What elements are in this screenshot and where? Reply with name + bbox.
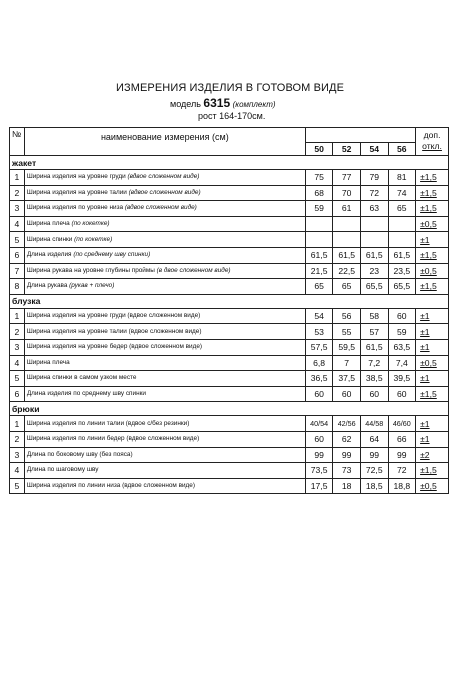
table-row	[10, 263, 449, 279]
tolerance-cell	[416, 339, 449, 355]
size-value: 66	[388, 431, 416, 447]
size-value	[333, 232, 361, 248]
size-value	[360, 216, 388, 232]
tolerance-cell	[416, 447, 449, 463]
row-number: 7	[10, 263, 25, 279]
size-value: 77	[333, 170, 361, 186]
tolerance-cell	[416, 170, 449, 186]
size-value: 73,5	[305, 463, 333, 479]
column-header-tolerance	[416, 128, 449, 156]
column-header-name: наименование измерения (см)	[24, 128, 305, 156]
tolerance-value: ±1,5	[420, 187, 437, 198]
tolerance-value: ±0,5	[420, 265, 437, 276]
size-value: 60	[388, 386, 416, 402]
size-value: 7,4	[388, 355, 416, 371]
size-value	[388, 232, 416, 248]
measurement-name-cell	[24, 201, 305, 217]
size-value: 44/58	[360, 416, 388, 432]
measurement-note: (вдвое сложенном виде)	[128, 188, 201, 196]
measurement-name: Ширина спинки в самом узком месте	[26, 374, 137, 382]
measurement-name-cell	[24, 371, 305, 387]
table-row	[10, 201, 449, 217]
size-value: 37,5	[333, 371, 361, 387]
section-header-row	[10, 402, 449, 416]
section-title: блузка	[10, 294, 449, 308]
measurement-name-cell	[24, 355, 305, 371]
row-number: 5	[10, 232, 25, 248]
measurement-name: Ширина спинки	[26, 235, 73, 243]
row-number: 5	[10, 371, 25, 387]
measurement-name: Длина изделия по среднему шву спинки	[26, 390, 146, 398]
size-value	[388, 216, 416, 232]
table-row	[10, 416, 449, 432]
row-number: 3	[10, 339, 25, 355]
sizes-header-blank	[305, 128, 415, 143]
measurement-name: Ширина изделия по линии талии (вдвое с/без резинки)	[26, 419, 190, 427]
size-value: 81	[388, 170, 416, 186]
document-title: ИЗМЕРЕНИЯ ИЗДЕЛИЯ В ГОТОВОМ ВИДЕ	[115, 82, 345, 94]
table-row	[10, 170, 449, 186]
size-value: 60	[305, 386, 333, 402]
measurement-name: Ширина изделия по линии бедер (вдвое сложенном виде)	[26, 435, 200, 443]
tolerance-value: ±1	[420, 418, 430, 429]
measurement-name: Длина по шаговому шву	[26, 466, 99, 474]
tolerance-cell	[416, 386, 449, 402]
tolerance-value: ±0,5	[420, 357, 437, 368]
table-header-row	[10, 128, 449, 143]
tolerance-cell	[416, 185, 449, 201]
tolerance-value: ±1	[420, 373, 430, 384]
tolerance-value: ±0,5	[420, 480, 437, 491]
tolerance-value: ±1	[420, 326, 430, 337]
measurement-note: (в двое сложенном виде)	[156, 266, 231, 274]
measurement-note: (по среднему шву спинки)	[73, 251, 151, 259]
size-value: 79	[360, 170, 388, 186]
size-value: 61	[333, 201, 361, 217]
model-label: модель	[170, 99, 201, 109]
measurement-note: (вдвое сложенном виде)	[124, 204, 197, 212]
size-value: 60	[360, 386, 388, 402]
measurement-name: Длина рукава	[26, 282, 68, 290]
measurement-name: Ширина изделия на уровне бедер (вдвое сложенном виде)	[26, 343, 203, 351]
measurement-name-cell	[24, 216, 305, 232]
size-value: 65	[333, 279, 361, 295]
section-header-row	[10, 294, 449, 308]
size-value: 99	[388, 447, 416, 463]
tolerance-cell	[416, 324, 449, 340]
column-header-number: №	[10, 128, 25, 156]
tolerance-label-1: доп.	[423, 130, 441, 140]
table-row	[10, 308, 449, 324]
measurement-name: Ширина рукава на уровне глубины проймы	[26, 266, 155, 274]
row-number: 3	[10, 447, 25, 463]
size-value	[305, 216, 333, 232]
tolerance-cell	[416, 263, 449, 279]
measurement-name-cell	[24, 170, 305, 186]
tolerance-cell	[416, 463, 449, 479]
measurement-note: (вдвое сложенном виде)	[127, 173, 200, 181]
size-value: 40/54	[305, 416, 333, 432]
size-value: 63	[360, 201, 388, 217]
tolerance-cell	[416, 416, 449, 432]
size-value: 7,2	[360, 355, 388, 371]
row-number: 2	[10, 431, 25, 447]
size-header: 54	[360, 143, 388, 156]
tolerance-cell	[416, 216, 449, 232]
size-value: 61,5	[360, 247, 388, 263]
table-row	[10, 355, 449, 371]
row-number: 4	[10, 216, 25, 232]
tolerance-cell	[416, 308, 449, 324]
measurement-name: Ширина изделия на уровне груди (вдвое сложенном виде)	[26, 312, 201, 320]
size-value: 23	[360, 263, 388, 279]
row-number: 1	[10, 308, 25, 324]
table-row	[10, 339, 449, 355]
size-value: 18	[333, 478, 361, 494]
size-value: 57,5	[305, 339, 333, 355]
size-header: 50	[305, 143, 333, 156]
tolerance-value: ±1	[420, 311, 430, 322]
measurement-name-cell	[24, 232, 305, 248]
size-value: 59	[388, 324, 416, 340]
tolerance-label-2: откл.	[422, 141, 442, 151]
measurement-name: Ширина плеча	[26, 358, 70, 366]
measurement-name: Ширина изделия по линии низа (вдвое сложенном виде)	[26, 481, 195, 489]
measurement-name-cell	[24, 386, 305, 402]
tolerance-cell	[416, 247, 449, 263]
size-value: 58	[360, 308, 388, 324]
size-value: 68	[305, 185, 333, 201]
measurement-name: Длина изделия	[26, 251, 72, 259]
tolerance-value: ±1,5	[420, 203, 437, 214]
size-value: 17,5	[305, 478, 333, 494]
size-value	[360, 232, 388, 248]
size-value: 70	[333, 185, 361, 201]
tolerance-value: ±1,5	[420, 389, 437, 400]
size-value: 65,5	[388, 279, 416, 295]
tolerance-cell	[416, 431, 449, 447]
size-value: 23,5	[388, 263, 416, 279]
size-value: 7	[333, 355, 361, 371]
row-number: 4	[10, 355, 25, 371]
size-value: 60	[305, 431, 333, 447]
table-row	[10, 324, 449, 340]
size-value	[305, 232, 333, 248]
measurement-name: Ширина плеча	[26, 220, 70, 228]
size-value: 38,5	[360, 371, 388, 387]
tolerance-value: ±1,5	[420, 172, 437, 183]
tolerance-value: ±1	[420, 234, 430, 245]
size-value	[333, 216, 361, 232]
size-value: 73	[333, 463, 361, 479]
size-value: 72	[388, 463, 416, 479]
measurement-note: (по кокетке)	[74, 235, 113, 243]
measurement-name: Длина по боковому шву (без пояса)	[26, 450, 133, 458]
table-row	[10, 478, 449, 494]
measurements-table	[9, 127, 449, 494]
size-value: 54	[305, 308, 333, 324]
section-title: брюки	[10, 402, 449, 416]
size-value: 61,5	[388, 247, 416, 263]
tolerance-cell	[416, 355, 449, 371]
size-value: 60	[333, 386, 361, 402]
tolerance-cell	[416, 201, 449, 217]
table-row	[10, 447, 449, 463]
size-value: 61,5	[360, 339, 388, 355]
size-header: 52	[333, 143, 361, 156]
tolerance-value: ±1,5	[420, 465, 437, 476]
measurement-name-cell	[24, 308, 305, 324]
row-number: 1	[10, 170, 25, 186]
size-value: 99	[360, 447, 388, 463]
table-row	[10, 279, 449, 295]
size-value: 61,5	[333, 247, 361, 263]
measurement-name-cell	[24, 478, 305, 494]
row-number: 2	[10, 324, 25, 340]
measurement-name: Ширина изделия по уровне низа	[26, 204, 124, 212]
tolerance-value: ±2	[420, 449, 430, 460]
size-value: 99	[305, 447, 333, 463]
tolerance-cell	[416, 371, 449, 387]
table-row	[10, 371, 449, 387]
size-value: 61,5	[305, 247, 333, 263]
measurement-note: (по кокетке)	[71, 220, 110, 228]
size-value: 18,8	[388, 478, 416, 494]
size-value: 65,5	[360, 279, 388, 295]
row-number: 3	[10, 201, 25, 217]
measurement-name: Ширина изделия на уровне талии (вдвое сложенном виде)	[26, 327, 202, 335]
table-row	[10, 463, 449, 479]
size-value: 99	[333, 447, 361, 463]
model-number: 6315	[203, 96, 231, 110]
tolerance-value: ±1	[420, 434, 430, 445]
size-value: 36,5	[305, 371, 333, 387]
size-value: 22,5	[333, 263, 361, 279]
measurement-name-cell	[24, 447, 305, 463]
section-header-row	[10, 156, 449, 170]
size-value: 6,8	[305, 355, 333, 371]
size-value: 46/60	[388, 416, 416, 432]
measurement-note: (рукав + плечо)	[69, 282, 115, 290]
model-suffix: (комплект)	[232, 100, 276, 109]
tolerance-value: ±0,5	[420, 219, 437, 230]
size-value: 72,5	[360, 463, 388, 479]
size-value: 18,5	[360, 478, 388, 494]
size-value: 60	[388, 308, 416, 324]
size-value: 72	[360, 185, 388, 201]
size-value: 39,5	[388, 371, 416, 387]
measurement-name-cell	[24, 324, 305, 340]
size-value: 62	[333, 431, 361, 447]
size-value: 59,5	[333, 339, 361, 355]
tolerance-value: ±1,5	[420, 250, 437, 261]
row-number: 8	[10, 279, 25, 295]
measurement-name-cell	[24, 247, 305, 263]
size-value: 56	[333, 308, 361, 324]
size-value: 74	[388, 185, 416, 201]
size-value: 42/56	[333, 416, 361, 432]
model-line	[170, 96, 276, 110]
tolerance-cell	[416, 232, 449, 248]
size-value: 65	[305, 279, 333, 295]
size-value: 63,5	[388, 339, 416, 355]
section-title: жакет	[10, 156, 449, 170]
row-number: 6	[10, 247, 25, 263]
row-number: 5	[10, 478, 25, 494]
table-row	[10, 247, 449, 263]
tolerance-cell	[416, 279, 449, 295]
size-value: 65	[388, 201, 416, 217]
measurement-name-cell	[24, 279, 305, 295]
size-value: 64	[360, 431, 388, 447]
size-header: 56	[388, 143, 416, 156]
table-row	[10, 185, 449, 201]
size-value: 53	[305, 324, 333, 340]
measurement-name-cell	[24, 185, 305, 201]
measurement-name-cell	[24, 463, 305, 479]
size-value: 21,5	[305, 263, 333, 279]
measurement-name-cell	[24, 431, 305, 447]
table-row	[10, 232, 449, 248]
measurement-name-cell	[24, 339, 305, 355]
measurement-name: Ширина изделия на уровне груди	[26, 173, 126, 181]
measurement-name-cell	[24, 263, 305, 279]
table-row	[10, 386, 449, 402]
tolerance-cell	[416, 478, 449, 494]
measurement-name: Ширина изделия на уровне талии	[26, 188, 127, 196]
tolerance-value: ±1	[420, 342, 430, 353]
table-row	[10, 216, 449, 232]
measurement-name-cell	[24, 416, 305, 432]
table-row	[10, 431, 449, 447]
size-value: 75	[305, 170, 333, 186]
size-value: 59	[305, 201, 333, 217]
row-number: 2	[10, 185, 25, 201]
tolerance-value: ±1,5	[420, 281, 437, 292]
size-value: 55	[333, 324, 361, 340]
row-number: 1	[10, 416, 25, 432]
height-range: рост 164-170см.	[198, 111, 266, 121]
size-value: 57	[360, 324, 388, 340]
row-number: 4	[10, 463, 25, 479]
row-number: 6	[10, 386, 25, 402]
